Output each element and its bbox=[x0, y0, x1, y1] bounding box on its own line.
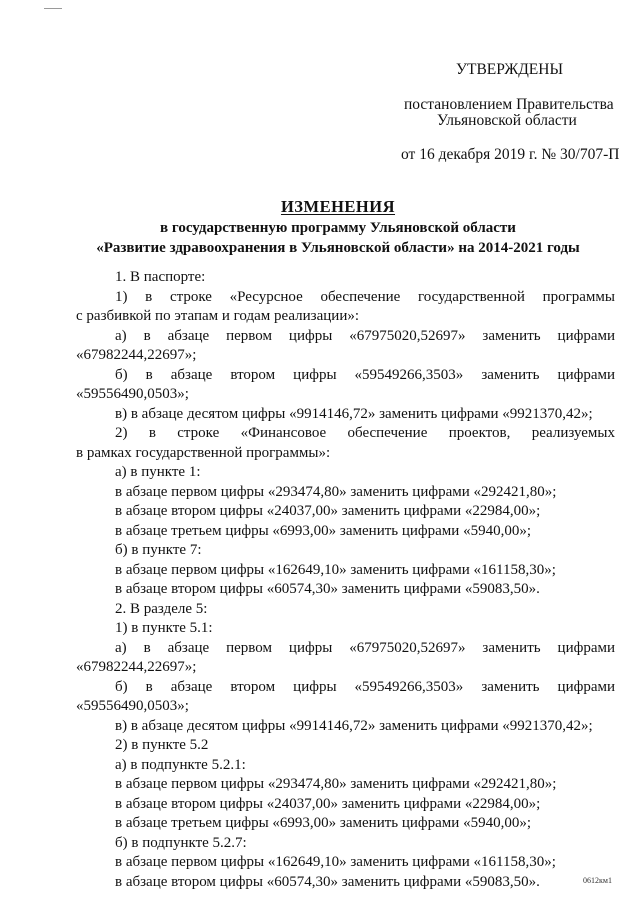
body-line: а) в подпункте 5.2.1: bbox=[115, 756, 246, 773]
decree-date-number: от 16 декабря 2019 г. № 30/707-П bbox=[401, 146, 620, 163]
body-line: б) в абзаце втором цифры «59549266,3503» заменить цифрами bbox=[115, 366, 615, 383]
body-line: б) в абзаце втором цифры «59549266,3503» заменить цифрами bbox=[115, 678, 615, 695]
body-line: 1) в строке «Ресурсное обеспечение государственной программы bbox=[115, 288, 615, 305]
body-line: в абзаце втором цифры «24037,00» заменить цифрами «22984,00»; bbox=[115, 503, 541, 519]
document-subtitle-1: в государственную программу Ульяновской области bbox=[160, 220, 516, 236]
body-line: а) в пункте 1: bbox=[115, 464, 201, 480]
body-line: в абзаце первом цифры «162649,10» заменить цифрами «161158,30»; bbox=[115, 854, 556, 870]
body-line: а) в абзаце первом цифры «67975020,52697» заменить цифрами bbox=[115, 327, 615, 344]
body-line: б) в подпункте 5.2.7: bbox=[115, 834, 247, 851]
document-code: 0612км1 bbox=[583, 876, 612, 885]
body-line: в абзаце втором цифры «60574,30» заменить цифрами «59083,50». bbox=[115, 873, 540, 890]
body-line: 2) в пункте 5.2 bbox=[115, 737, 209, 753]
body-line: а) в абзаце первом цифры «67975020,52697» заменить цифрами bbox=[115, 639, 615, 656]
body-line: в) в абзаце десятом цифры «9914146,72» заменить цифрами «9921370,42»; bbox=[115, 405, 593, 422]
body-line: «59556490,0503»; bbox=[76, 698, 189, 714]
body-line: «67982244,22697»; bbox=[76, 659, 197, 675]
body-line: «67982244,22697»; bbox=[76, 347, 197, 363]
body-line: в абзаце первом цифры «162649,10» заменить цифрами «161158,30»; bbox=[115, 561, 556, 578]
body-line: б) в пункте 7: bbox=[115, 542, 202, 558]
body-line: в абзаце первом цифры «293474,80» заменить цифрами «292421,80»; bbox=[115, 483, 557, 500]
body-line: в рамках государственной программы»: bbox=[76, 444, 331, 461]
body-line: 2. В разделе 5: bbox=[115, 600, 208, 617]
scan-mark bbox=[44, 8, 62, 9]
body-line: 1. В паспорте: bbox=[115, 269, 206, 285]
approval-stamp: УТВЕРЖДЕНЫ bbox=[456, 61, 563, 78]
body-line: в абзаце втором цифры «60574,30» заменить цифрами «59083,50». bbox=[115, 581, 540, 597]
decree-line-2: Ульяновской области bbox=[437, 112, 577, 129]
document-title: ИЗМЕНЕНИЯ bbox=[280, 197, 396, 216]
body-line: 2) в строке «Финансовое обеспечение проектов, реализуемых bbox=[115, 425, 615, 441]
body-line: в абзаце третьем цифры «6993,00» заменить цифрами «5940,00»; bbox=[115, 522, 531, 539]
body-line: с разбивкой по этапам и годам реализации»: bbox=[76, 308, 360, 324]
body-line: в абзаце первом цифры «293474,80» заменить цифрами «292421,80»; bbox=[115, 776, 557, 792]
body-line: «59556490,0503»; bbox=[76, 386, 189, 402]
document-body bbox=[76, 268, 615, 892]
body-line: в абзаце втором цифры «24037,00» заменить цифрами «22984,00»; bbox=[115, 795, 541, 812]
decree-line-1: постановлением Правительства bbox=[404, 96, 614, 113]
body-line: в) в абзаце десятом цифры «9914146,72» заменить цифрами «9921370,42»; bbox=[115, 717, 593, 734]
document-subtitle-2: «Развитие здравоохранения в Ульяновской области» на 2014-2021 годы bbox=[96, 240, 580, 256]
body-line: 1) в пункте 5.1: bbox=[115, 620, 213, 636]
body-line: в абзаце третьем цифры «6993,00» заменить цифрами «5940,00»; bbox=[115, 815, 531, 831]
